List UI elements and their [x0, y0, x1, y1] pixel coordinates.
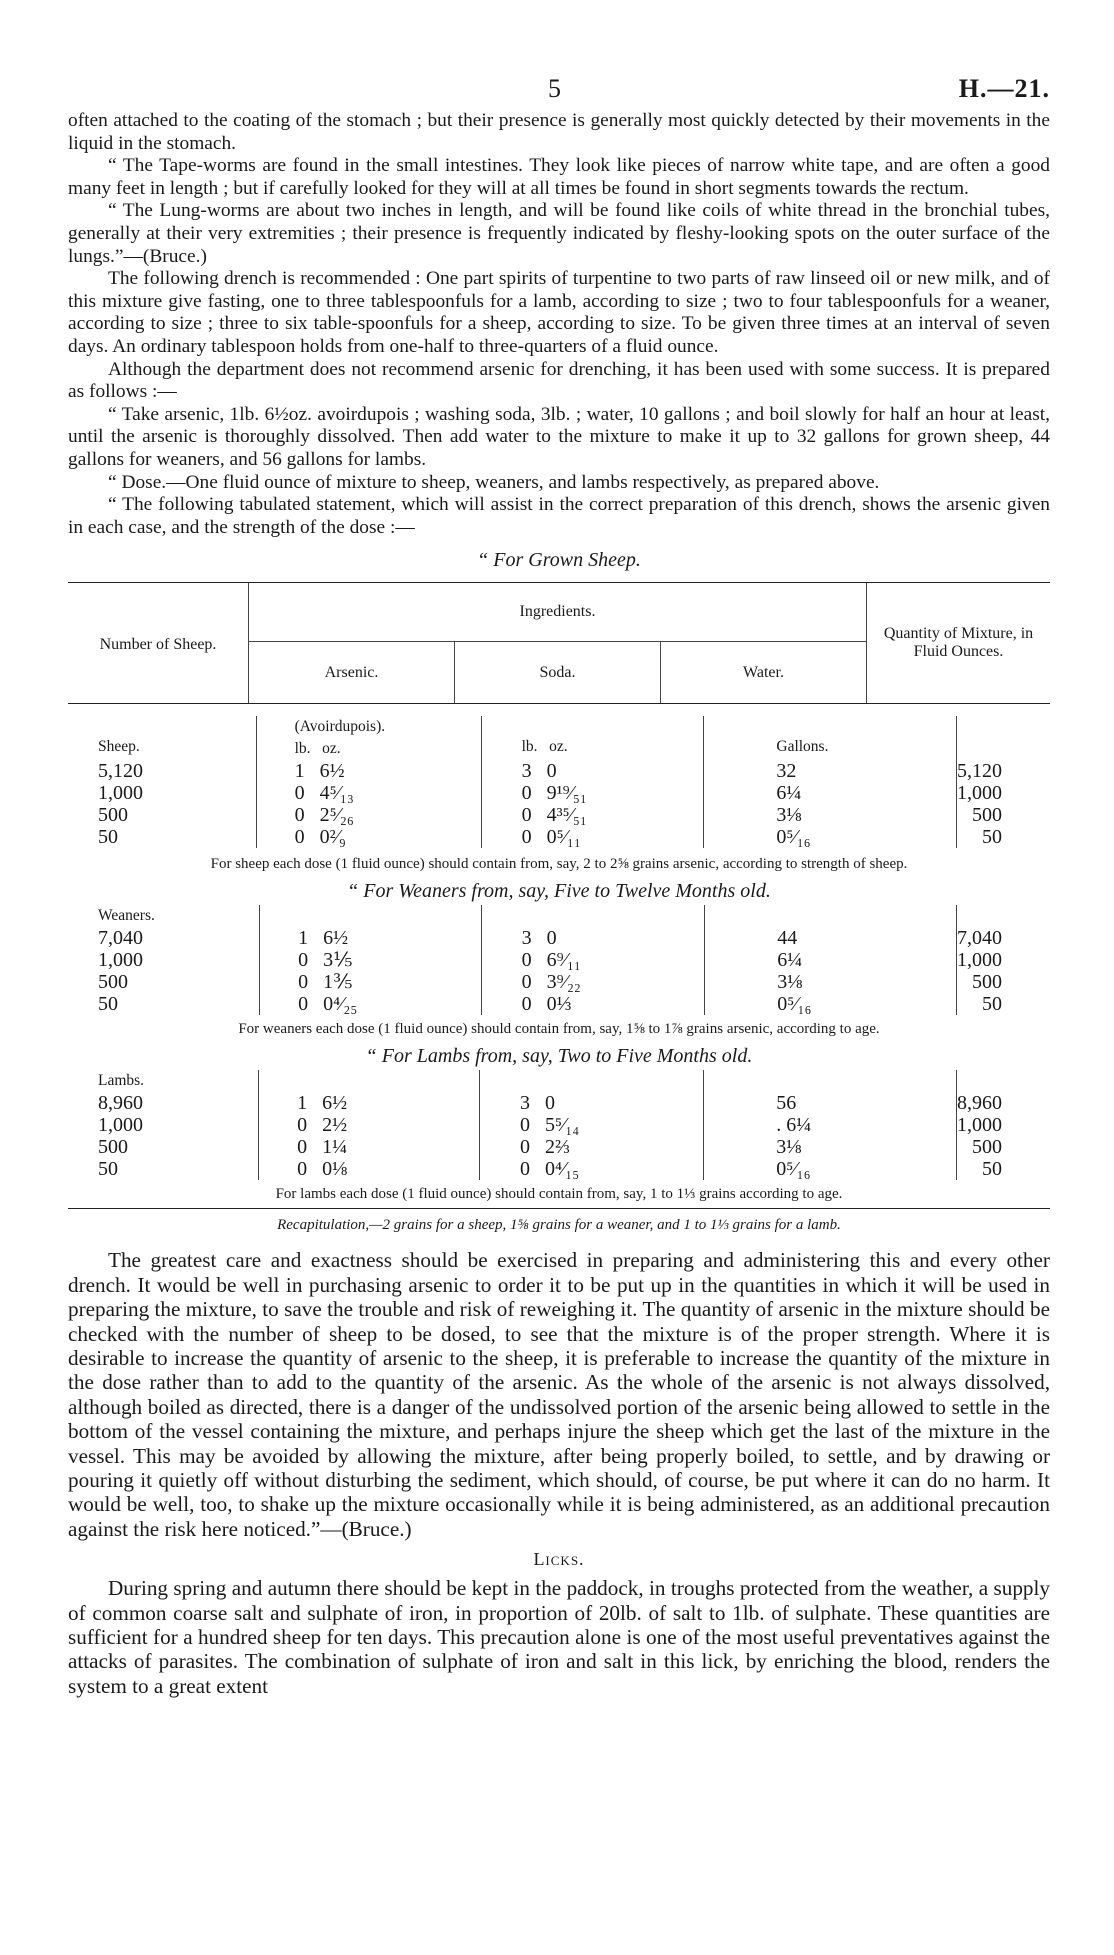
cell-soda: 0 2⅔ [479, 1136, 703, 1158]
col-water: Water. [661, 642, 867, 704]
table-header [68, 583, 1050, 703]
cell-water: 44 [705, 927, 957, 949]
cell-quantity: 1,000 [957, 1114, 1051, 1136]
cell-soda: 3 0 [481, 760, 704, 782]
col-quantity: Quantity of Mixture, in Fluid Ounces. [867, 583, 1051, 703]
cell-arsenic: 0 2⁵⁄₂₆ [256, 804, 481, 826]
grown-note: For sheep each dose (1 fluid ounce) should contain from, say, 2 to 2⅝ grains arsenic, according to strength of sheep. [210, 856, 908, 873]
cell-number: 50 [98, 1158, 118, 1181]
col-soda: Soda. [455, 642, 661, 704]
table-row [68, 949, 1050, 971]
cell-number: 1,000 [98, 1114, 143, 1137]
recapitulation: Recapitulation,—2 grains for a sheep, 1⅝ grains for a weaner, and 1 to 1⅓ grains for a lamb. [277, 1217, 841, 1234]
table-row [68, 927, 1050, 949]
paragraph: The following drench is recommended : One part spirits of turpentine to two parts of raw linseed oil or new milk, and of this mixture give fasting, one to three tablespoonfuls for a lamb, according to size ; two to four tablespoonfuls for a weaner, according to size ; three to six table-spoonfuls for a sheep, according to size. To be given three times at an interval of seven days. An ordinary tablespoon holds from one-half to three-quarters of a fluid ounce. [68, 268, 1050, 357]
care-section [68, 1248, 1050, 1541]
cell-number: 50 [98, 826, 118, 849]
cell-quantity: 1,000 [957, 782, 1051, 804]
table-row [68, 1136, 1050, 1158]
table-caption-lambs: “ For Lambs from, say, Two to Five Months old. [365, 1045, 753, 1068]
cell-soda: 3 0 [481, 927, 705, 949]
paragraph: “ Take arsenic, 1lb. 6½oz. avoirdupois ; washing soda, 3lb. ; water, 10 gallons ; and boil slowly for half an hour at least, until the arsenic is thoroughly dissolved. Then add water to the mixture to make it up to 32 gallons for grown sheep, 44 gallons for weaners, and 56 gallons for lambs. [68, 403, 1050, 470]
cell-arsenic: 0 0⁴⁄₂₅ [260, 993, 482, 1015]
cell-soda: 3 0 [479, 1092, 703, 1114]
licks-section [68, 1576, 1050, 1698]
cell-water: 0⁵⁄₁₆ [704, 1158, 957, 1180]
cell-number: 8,960 [98, 1092, 143, 1115]
table-row [68, 993, 1050, 1015]
paragraph: often attached to the coating of the stomach ; but their presence is generally most quickly detected by their movements in the liquid in the stomach. [68, 110, 1050, 154]
cell-water: 3⅛ [704, 804, 957, 826]
cell-soda: 0 0⁴⁄₁₅ [479, 1158, 703, 1180]
table-row [68, 804, 1050, 826]
paragraph: “ The Tape-worms are found in the small intestines. They look like pieces of narrow white tape, and are often a good many feet in length ; but if carefully looked for they will at all times be found in short segments towards the rectum. [68, 155, 1050, 199]
cell-water: 6¼ [705, 949, 957, 971]
cell-soda: 0 5⁵⁄₁₄ [479, 1114, 703, 1136]
cell-number: 500 [98, 971, 128, 994]
table-row [68, 782, 1050, 804]
cell-arsenic: 0 1⅗ [260, 971, 482, 993]
col-arsenic: Arsenic. [249, 642, 455, 704]
cell-quantity: 50 [957, 993, 1051, 1015]
paragraph: “ The following tabulated statement, which will assist in the correct preparation of this drench, shows the arsenic given in each case, and the strength of the dose :— [68, 494, 1050, 538]
cell-number: 1,000 [98, 782, 143, 805]
unit-weaners: Weaners. [98, 907, 155, 925]
cell-arsenic: 0 2½ [259, 1114, 480, 1136]
weaners-table [68, 905, 1050, 1015]
col-number-of-sheep: Number of Sheep. [99, 636, 217, 654]
unit-avoirdupois: (Avoirdupois). [294, 718, 386, 736]
cell-quantity: 50 [957, 1158, 1051, 1180]
table-row [68, 826, 1050, 848]
paragraph: “ The Lung-worms are about two inches in length, and will be found like coils of white thread in the bronchial tubes, generally at their very extremities ; their presence is frequently indicated by fleshy-looking spots on the outer surface of the lungs.”—(Bruce.) [68, 200, 1050, 267]
unit-arsenic-lb-oz: lb. oz. [294, 740, 341, 758]
document-reference: H.—21. [958, 74, 1050, 103]
intro-text [68, 110, 1050, 539]
table-row [68, 760, 1050, 782]
cell-soda: 0 0⁵⁄₁₁ [481, 826, 704, 848]
cell-water: 6¼ [704, 782, 957, 804]
cell-number: 50 [98, 993, 118, 1016]
cell-water: 3⅛ [704, 1136, 957, 1158]
cell-number: 500 [98, 1136, 128, 1159]
cell-arsenic: 0 1¼ [259, 1136, 480, 1158]
cell-quantity: 50 [957, 826, 1051, 848]
cell-water: . 6¼ [704, 1114, 957, 1136]
unit-soda: lb. oz. [481, 716, 704, 760]
cell-water: 32 [704, 760, 957, 782]
unit-water: Gallons. [704, 716, 957, 760]
page-header [68, 0, 1050, 110]
table-row [68, 1158, 1050, 1180]
lambs-note: For lambs each dose (1 fluid ounce) should contain from, say, 1 to 1⅓ grains according to age. [275, 1186, 843, 1203]
cell-quantity: 500 [957, 804, 1051, 826]
table-bottom-rule [68, 1208, 1050, 1209]
paragraph-care: The greatest care and exactness should be exercised in preparing and administering this and every other drench. It would be well in purchasing arsenic to order it to be put up in the quantities in which it will be used in preparing the mixture, to save the trouble and risk of reweighing it. The quantity of arsenic in the mixture should be checked with the number of sheep to be dosed, to see that the mixture is of the proper strength. Where it is desirable to increase the quantity of arsenic to the sheep, it is preferable to increase the quantity of the mixture in the dose rather than to add to the quantity of the arsenic. As the whole of the arsenic is not always dissolved, although boiled as directed, there is a danger of the undissolved portion of the arsenic being allowed to settle in the bottom of the vessel containing the mixture, and perhaps injure the sheep which get the last of the mixture in the vessel. This may be avoided by allowing the mixture, after being properly boiled, to settle, and by drawing or pouring it quietly off without disturbing the sediment, which should, of course, be put where it can do no harm. It would be well, too, to shake up the mixture occasionally while it is being administered, as an additional precaution against the risk here noticed.”—(Bruce.) [68, 1248, 1050, 1541]
cell-soda: 0 0⅓ [481, 993, 705, 1015]
unit-lambs: Lambs. [98, 1072, 145, 1090]
cell-soda: 0 3⁹⁄₂₂ [481, 971, 705, 993]
cell-number: 500 [98, 804, 128, 827]
cell-number: 5,120 [98, 760, 143, 783]
cell-quantity: 7,040 [957, 927, 1051, 949]
unit-sheep: Sheep. [98, 738, 140, 756]
cell-quantity: 1,000 [957, 949, 1051, 971]
cell-number: 1,000 [98, 949, 143, 972]
cell-arsenic: 1 6½ [256, 760, 481, 782]
cell-arsenic: 0 4⁵⁄₁₃ [256, 782, 481, 804]
lambs-table [68, 1070, 1050, 1180]
unit-qty [957, 716, 1051, 760]
cell-water: 56 [704, 1092, 957, 1114]
cell-quantity: 8,960 [957, 1092, 1051, 1114]
cell-arsenic: 0 0²⁄₉ [256, 826, 481, 848]
table-row [68, 971, 1050, 993]
cell-arsenic: 1 6½ [260, 927, 482, 949]
col-ingredients: Ingredients. [249, 583, 867, 642]
cell-water: 0⁵⁄₁₆ [705, 993, 957, 1015]
cell-soda: 0 6⁹⁄₁₁ [481, 949, 705, 971]
table-caption-grown: “ For Grown Sheep. [477, 549, 641, 572]
cell-quantity: 500 [957, 1136, 1051, 1158]
cell-arsenic: 1 6½ [259, 1092, 480, 1114]
unit-arsenic [256, 716, 481, 760]
page-number: 5 [548, 74, 561, 103]
document-page [68, 0, 1050, 1698]
cell-water: 0⁵⁄₁₆ [704, 826, 957, 848]
table-caption-weaners: “ For Weaners from, say, Five to Twelve Months old. [347, 880, 771, 903]
paragraph-licks: During spring and autumn there should be kept in the paddock, in troughs protected from the weather, a supply of common coarse salt and sulphate of iron, in proportion of 20lb. of salt to 1lb. of sulphate. These quantities are sufficient for a hundred sheep for ten days. This precaution alone is one of the most useful preventatives against the attacks of parasites. The combination of sulphate of iron and salt in this lick, by enriching the blood, renders the system to a great extent [68, 1576, 1050, 1698]
heading-licks: Licks. [533, 1549, 585, 1570]
paragraph: “ Dose.—One fluid ounce of mixture to sheep, weaners, and lambs respectively, as prepared above. [108, 471, 880, 493]
cell-soda: 0 4³⁵⁄₅₁ [481, 804, 704, 826]
cell-arsenic: 0 3⅕ [260, 949, 482, 971]
cell-soda: 0 9¹⁹⁄₅₁ [481, 782, 704, 804]
grown-sheep-table [68, 716, 1050, 848]
cell-water: 3⅛ [705, 971, 957, 993]
cell-quantity: 500 [957, 971, 1051, 993]
cell-quantity: 5,120 [957, 760, 1051, 782]
table-row [68, 1092, 1050, 1114]
cell-arsenic: 0 0⅛ [259, 1158, 480, 1180]
paragraph: Although the department does not recommend arsenic for drenching, it has been used with some success. It is prepared as follows :— [68, 358, 1050, 403]
table-header-rule [68, 703, 1050, 704]
table-row [68, 1114, 1050, 1136]
weaners-note: For weaners each dose (1 fluid ounce) should contain from, say, 1⅝ to 1⅞ grains arsenic, according to age. [238, 1021, 880, 1038]
cell-number: 7,040 [98, 927, 143, 950]
